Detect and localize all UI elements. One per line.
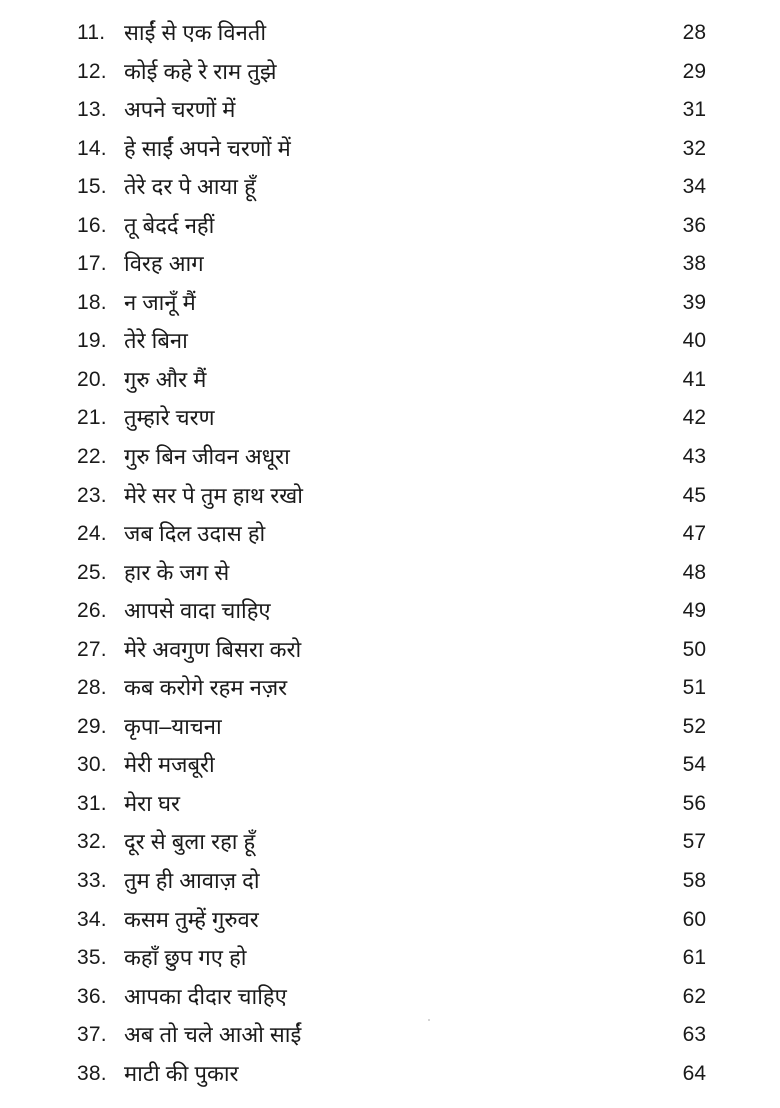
entry-page-number: 58: [682, 869, 706, 893]
entry-page-number: 62: [682, 984, 706, 1008]
toc-entry: [0, 592, 780, 631]
entry-title: हे साईं अपने चरणों में: [124, 135, 291, 161]
entry-number: 32.: [77, 830, 107, 854]
entry-title: जब दिल उदास हो: [124, 521, 266, 547]
entry-page-number: 41: [682, 367, 706, 391]
entry-page-number: 39: [682, 290, 706, 314]
entry-page-number: 34: [682, 175, 706, 199]
entry-title: कसम तुम्हें गुरुवर: [124, 906, 259, 932]
entry-page-number: 28: [682, 21, 706, 44]
entry-title: मेरी मजबूरी: [124, 752, 215, 778]
entry-number: 25.: [77, 560, 107, 584]
entry-page-number: 32: [682, 136, 706, 160]
toc-entry: [0, 939, 780, 978]
entry-page-number: 36: [682, 213, 706, 237]
entry-number: 15.: [77, 175, 107, 199]
entry-title: तुम्हारे चरण: [124, 405, 215, 431]
entry-title: साईं से एक विनती: [124, 20, 267, 45]
entry-title: कब करोगे रहम नज़र: [124, 675, 288, 701]
toc-entry: [0, 746, 780, 785]
entry-number: 12.: [77, 59, 107, 83]
entry-title: हार के जग से: [124, 559, 230, 585]
entry-number: 24.: [77, 522, 107, 546]
entry-page-number: 40: [682, 329, 706, 353]
toc-entry: [0, 785, 780, 824]
entry-number: 26.: [77, 599, 107, 623]
entry-page-number: 63: [682, 1023, 706, 1047]
entry-title: माटी की पुकार: [124, 1060, 239, 1086]
entry-page-number: 54: [682, 753, 706, 777]
toc-entry: [0, 14, 780, 53]
toc-entry: [0, 207, 780, 246]
entry-title: अब तो चले आओ साईं: [124, 1022, 302, 1048]
entry-number: 13.: [77, 98, 107, 122]
entry-title: विरह आग: [124, 251, 204, 277]
entry-title: दूर से बुला रहा हूँ: [124, 829, 256, 855]
entry-page-number: 50: [682, 637, 706, 661]
entry-number: 34.: [77, 907, 107, 931]
entry-number: 23.: [77, 483, 107, 507]
entry-title: कहाँ छुप गए हो: [124, 945, 247, 971]
toc-entry: [0, 168, 780, 207]
toc-entry: [0, 978, 780, 1017]
toc-entry: [0, 515, 780, 554]
entry-title: तेरे दर पे आया हूँ: [124, 174, 256, 200]
entry-page-number: 52: [682, 714, 706, 738]
entry-page-number: 38: [682, 252, 706, 276]
toc-entry: [0, 1055, 780, 1094]
entry-number: 17.: [77, 252, 107, 276]
entry-page-number: 45: [682, 483, 706, 507]
entry-title: तुम ही आवाज़ दो: [124, 868, 260, 894]
entry-title: अपने चरणों में: [124, 97, 236, 123]
toc-entry: [0, 823, 780, 862]
toc-entry: [0, 669, 780, 708]
entry-title: गुरु और मैं: [124, 366, 207, 392]
entry-number: 37.: [77, 1023, 107, 1047]
toc-entry: [0, 631, 780, 670]
entry-number: 27.: [77, 637, 107, 661]
entry-number: 21.: [77, 406, 107, 430]
entry-page-number: 60: [682, 907, 706, 931]
entry-page-number: 49: [682, 599, 706, 623]
entry-number: 30.: [77, 753, 107, 777]
toc-entry: [0, 91, 780, 130]
toc-entry: [0, 862, 780, 901]
entry-page-number: 51: [682, 676, 706, 700]
entry-title: मेरे सर पे तुम हाथ रखो: [124, 482, 303, 508]
toc-entry: [0, 284, 780, 323]
toc-entry: [0, 901, 780, 940]
entry-title: मेरा घर: [124, 790, 180, 816]
toc-entry: [0, 708, 780, 747]
entry-number: 38.: [77, 1061, 107, 1085]
toc-entry: [0, 477, 780, 516]
entry-page-number: 56: [682, 791, 706, 815]
toc-entry: [0, 130, 780, 169]
toc-entry: [0, 399, 780, 438]
toc-entry: [0, 554, 780, 593]
toc-entry: [0, 1016, 780, 1055]
entry-page-number: 64: [682, 1061, 706, 1085]
entry-title: कृपा–याचना: [124, 713, 222, 739]
entry-page-number: 42: [682, 406, 706, 430]
entry-page-number: 61: [682, 946, 706, 970]
entry-number: 11.: [77, 21, 106, 44]
entry-page-number: 43: [682, 445, 706, 469]
entry-page-number: 29: [682, 59, 706, 83]
entry-page-number: 48: [682, 560, 706, 584]
paper-speck: [428, 1019, 430, 1021]
toc-entry: [0, 53, 780, 92]
entry-number: 33.: [77, 869, 107, 893]
entry-number: 20.: [77, 367, 107, 391]
entry-number: 29.: [77, 714, 107, 738]
toc-entry: [0, 438, 780, 477]
entry-title: मेरे अवगुण बिसरा करो: [124, 636, 302, 662]
entry-title: तेरे बिना: [124, 328, 188, 354]
entry-page-number: 31: [682, 98, 706, 122]
entry-title: कोई कहे रे राम तुझे: [124, 58, 277, 84]
entry-title: गुरु बिन जीवन अधूरा: [124, 444, 290, 470]
entry-page-number: 57: [682, 830, 706, 854]
entry-number: 16.: [77, 213, 107, 237]
entry-title: तू बेदर्द नहीं: [124, 212, 215, 238]
entry-title: आपका दीदार चाहिए: [124, 983, 287, 1009]
entry-number: 35.: [77, 946, 107, 970]
toc-entry: [0, 361, 780, 400]
entry-number: 31.: [77, 791, 107, 815]
entry-number: 28.: [77, 676, 107, 700]
entry-number: 18.: [77, 290, 107, 314]
entry-number: 36.: [77, 984, 107, 1008]
toc-entry: [0, 322, 780, 361]
entry-title: न जानूँ मैं: [124, 289, 196, 315]
table-of-contents: [0, 14, 780, 1093]
entry-number: 19.: [77, 329, 107, 353]
entry-number: 22.: [77, 445, 107, 469]
entry-page-number: 47: [682, 522, 706, 546]
entry-title: आपसे वादा चाहिए: [124, 598, 271, 624]
entry-number: 14.: [77, 136, 107, 160]
toc-entry: [0, 245, 780, 284]
